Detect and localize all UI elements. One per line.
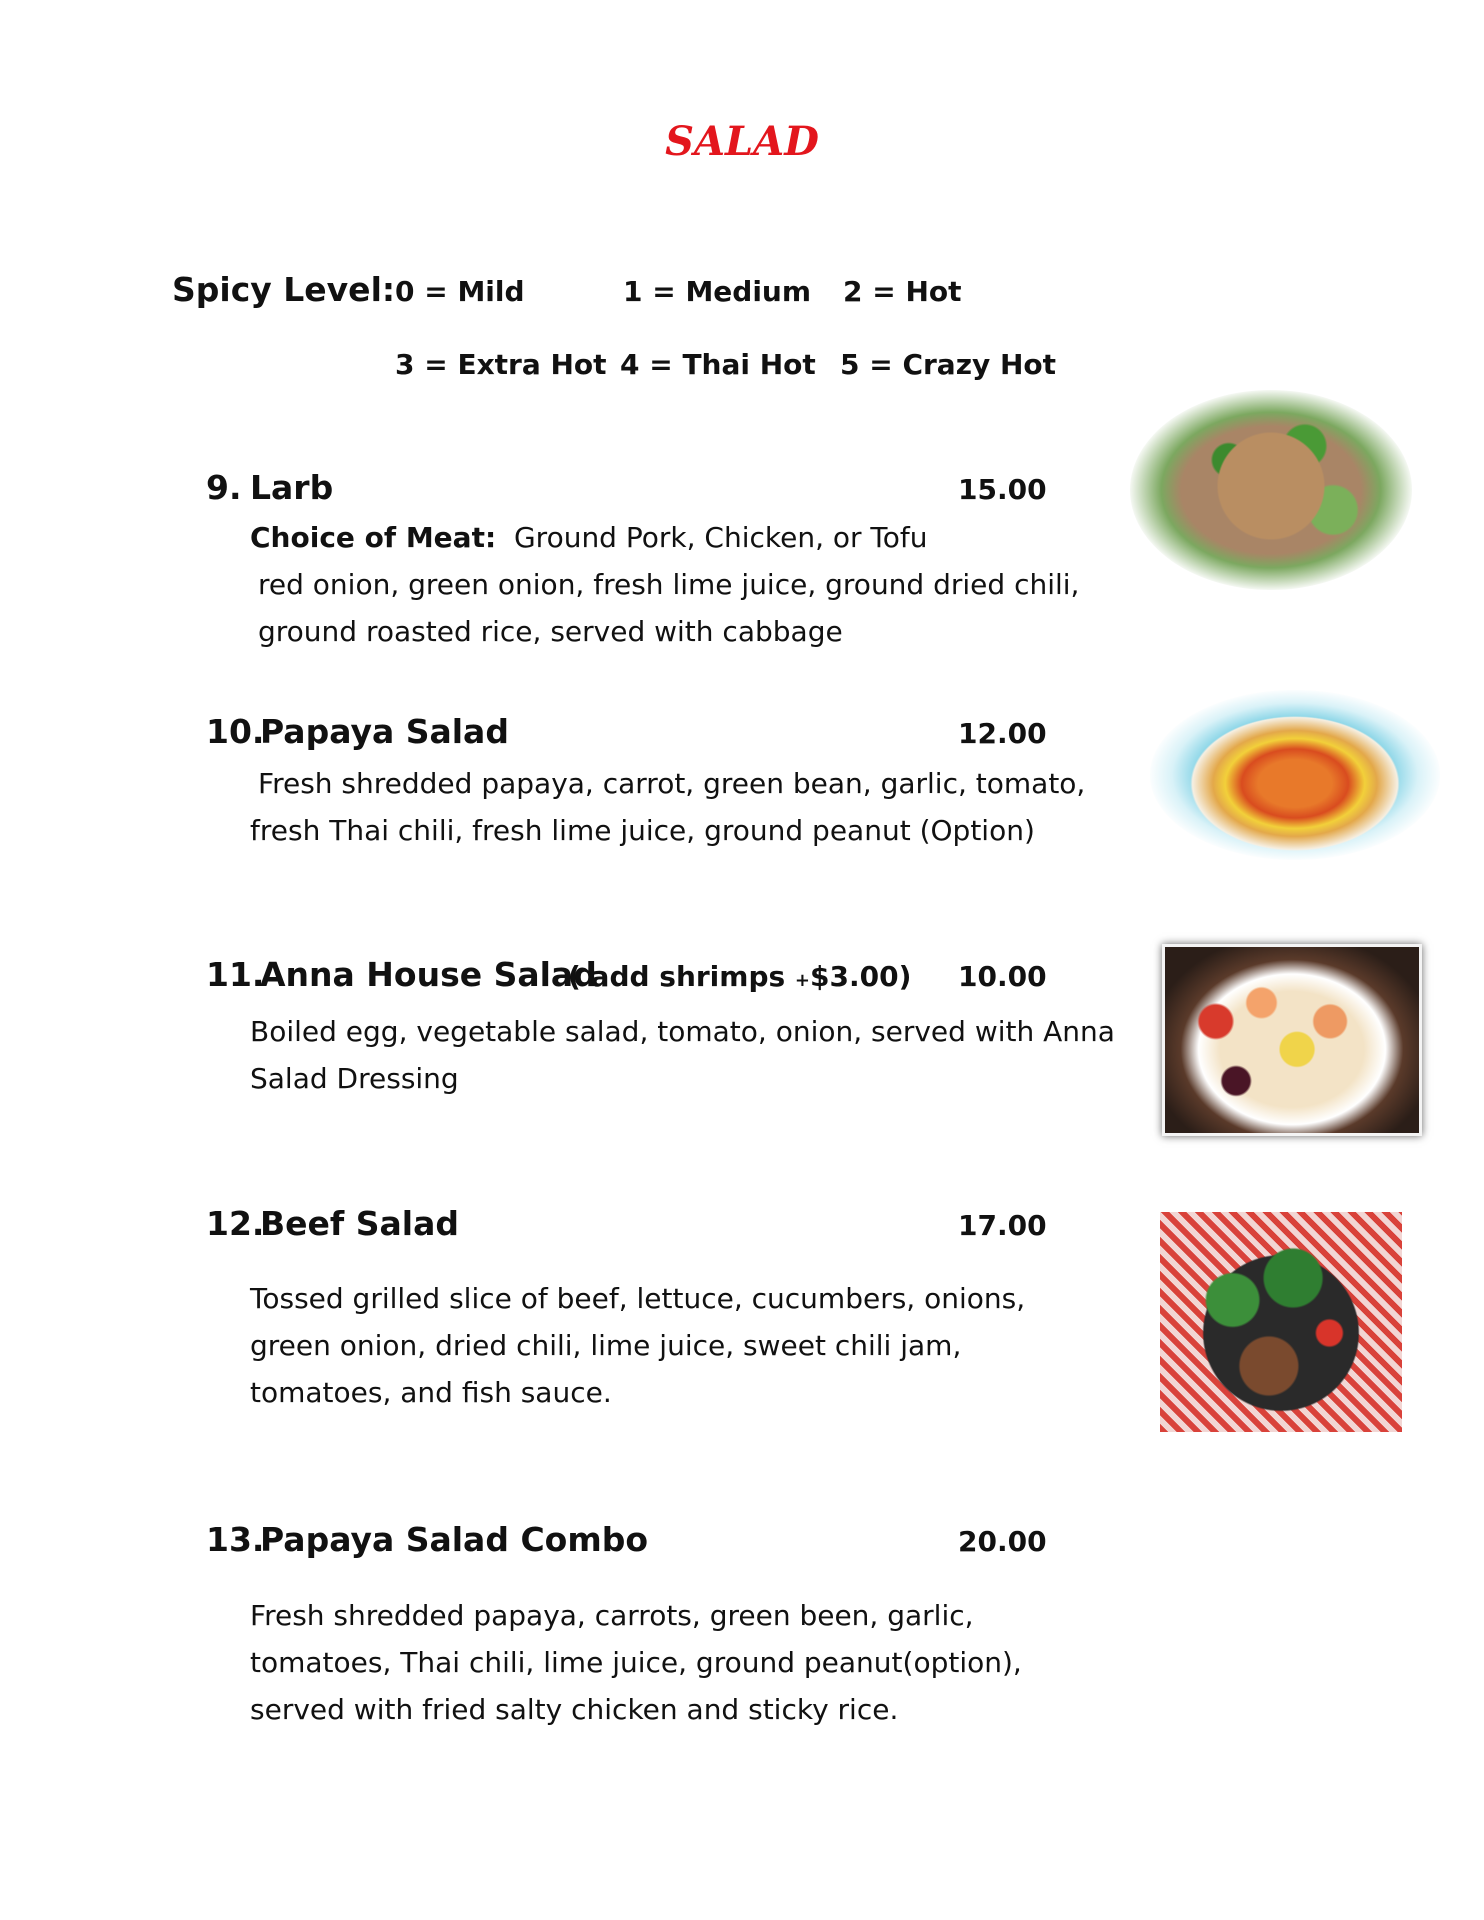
description-line: Tossed grilled slice of beef, lettuce, cucumbers, onions, [250, 1282, 1026, 1315]
description-line: Fresh shredded papaya, carrots, green been, garlic, [250, 1599, 974, 1632]
item-name: Beef Salad [260, 1204, 459, 1243]
description-line: Salad Dressing [250, 1062, 459, 1095]
spicy-level-1: 1 = Medium [623, 275, 812, 308]
description-line: served with fried salty chicken and sticky rice. [250, 1693, 899, 1726]
item-description [250, 1275, 1025, 1416]
description-line: Boiled egg, vegetable salad, tomato, onion, served with Anna [250, 1015, 1115, 1048]
item-price: 15.00 [958, 473, 1047, 506]
addon-open: ( add shrimps [568, 960, 795, 993]
choice-label: Choice of Meat: [250, 521, 497, 554]
item-name: Anna House Salad [260, 955, 597, 994]
description-line: tomatoes, Thai chili, lime juice, ground peanut(option), [250, 1646, 1022, 1679]
addon-close: $3.00) [810, 960, 912, 993]
description-line: green onion, dried chili, lime juice, sweet chili jam, [250, 1329, 962, 1362]
item-price: 20.00 [958, 1525, 1047, 1558]
beef-salad-photo [1160, 1212, 1402, 1432]
anna-house-salad-photo [1162, 944, 1422, 1136]
item-price: 10.00 [958, 960, 1047, 993]
spicy-level-5: 5 = Crazy Hot [840, 348, 1057, 381]
spicy-level-2: 2 = Hot [843, 275, 962, 308]
larb-photo [1130, 390, 1412, 590]
description-line: red onion, green onion, fresh lime juice, ground dried chili, [258, 568, 1080, 601]
item-description [250, 1008, 1115, 1102]
item-name: Larb [250, 468, 334, 507]
item-number: 10. [206, 712, 265, 751]
item-price: 17.00 [958, 1209, 1047, 1242]
description-line: Fresh shredded papaya, carrot, green bean, garlic, tomato, [258, 767, 1086, 800]
spicy-level-label: Spicy Level: [172, 270, 396, 309]
addon-plus: + [794, 970, 811, 991]
item-number: 9. [206, 468, 242, 507]
description-line: ground roasted rice, served with cabbage [258, 615, 843, 648]
spicy-level-3: 3 = Extra Hot [395, 348, 607, 381]
papaya-salad-photo [1150, 690, 1440, 860]
item-number: 11. [206, 955, 265, 994]
description-line: tomatoes, and fish sauce. [250, 1376, 612, 1409]
item-description [258, 561, 1079, 655]
item-number: 13. [206, 1520, 265, 1559]
item-addon [568, 960, 911, 993]
item-description [250, 1592, 1022, 1733]
item-number: 12. [206, 1204, 265, 1243]
spicy-level-4: 4 = Thai Hot [620, 348, 816, 381]
item-name: Papaya Salad Combo [260, 1520, 649, 1559]
choice-value: Ground Pork, Chicken, or Tofu [513, 521, 928, 554]
item-description [250, 760, 1085, 854]
spicy-level-0: 0 = Mild [395, 275, 525, 308]
item-name: Papaya Salad [260, 712, 509, 751]
description-line: fresh Thai chili, fresh lime juice, ground peanut (Option) [250, 814, 1035, 847]
page-title: SALAD [665, 118, 819, 165]
item-choice [250, 514, 928, 561]
item-price: 12.00 [958, 717, 1047, 750]
